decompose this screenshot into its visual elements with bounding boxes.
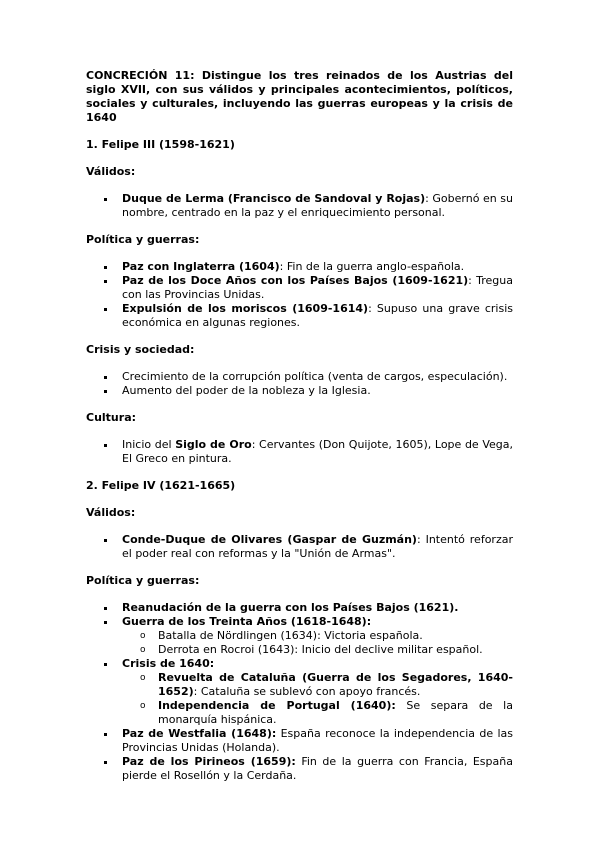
subheading-politica: Política y guerras: (86, 574, 200, 587)
list-item: Guerra de los Treinta Años (1618-1648): o Batalla de Nördlingen (1634): Victoria española. o Derrota en Rocroi (1643): Inicio del declive militar español. (86, 615, 513, 657)
sublist-crisis-1640 (122, 671, 513, 727)
subheading-crisis: Crisis y sociedad: (86, 343, 195, 356)
list-item: Inicio del Siglo de Oro: Cervantes (Don Quijote, 1605), Lope de Vega, El Greco en pintura. (86, 438, 513, 466)
list-politica-felipe-iv (86, 601, 513, 783)
list-item: Conde-Duque de Olivares (Gaspar de Guzmán): Intentó reforzar el poder real con reformas y la "Unión de Armas". (86, 533, 513, 561)
subheading-politica: Política y guerras: (86, 233, 200, 246)
list-item: Crecimiento de la corrupción política (venta de cargos, especulación). (86, 370, 513, 384)
list-item: Paz de Westfalia (1648): España reconoce la independencia de las Provincias Unidas (Holanda). (86, 727, 513, 755)
list-politica-felipe-iii (86, 260, 513, 330)
subheading-cultura: Cultura: (86, 411, 137, 424)
sublist-treinta-anos (122, 629, 513, 657)
list-validos-felipe-iv (86, 533, 513, 561)
document-title: CONCRECIÓN 11: Distingue los tres reinados de los Austrias del siglo XVII, con sus válidos y principales acontecimientos, políticos, sociales y culturales, incluyendo las guerras europeas y la crisis de 1640 (86, 69, 513, 124)
section-heading-felipe-iv: 2. Felipe IV (1621-1665) (86, 479, 236, 492)
list-item: Expulsión de los moriscos (1609-1614): Supuso una grave crisis económica en algunas regiones. (86, 302, 513, 330)
list-validos-felipe-iii (86, 192, 513, 220)
subheading-validos: Válidos: (86, 165, 136, 178)
list-crisis-felipe-iii (86, 370, 513, 398)
sublist-item: o Revuelta de Cataluña (Guerra de los Segadores, 1640-1652): Cataluña se sublevó con apoyo francés. (122, 671, 513, 699)
list-item: Reanudación de la guerra con los Países Bajos (1621). (86, 601, 513, 615)
sublist-item: o Independencia de Portugal (1640): Se separa de la monarquía hispánica. (122, 699, 513, 727)
list-item: Paz de los Doce Años con los Países Bajos (1609-1621): Tregua con las Provincias Unidas. (86, 274, 513, 302)
list-item: Paz de los Pirineos (1659): Fin de la guerra con Francia, España pierde el Rosellón y la Cerdaña. (86, 755, 513, 783)
list-item: Paz con Inglaterra (1604): Fin de la guerra anglo-española. (86, 260, 513, 274)
list-item: Aumento del poder de la nobleza y la Iglesia. (86, 384, 513, 398)
sublist-item: o Batalla de Nördlingen (1634): Victoria española. (122, 629, 513, 643)
subheading-validos: Válidos: (86, 506, 136, 519)
sublist-item: o Derrota en Rocroi (1643): Inicio del declive militar español. (122, 643, 513, 657)
list-cultura-felipe-iii (86, 438, 513, 466)
list-item: Duque de Lerma (Francisco de Sandoval y Rojas): Gobernó en su nombre, centrado en la paz y el enriquecimiento personal. (86, 192, 513, 220)
list-item: Crisis de 1640: o Revuelta de Cataluña (Guerra de los Segadores, 1640-1652): Cataluña se sublevó con apoyo francés. o Independencia de Portugal (1640): Se separa de la monarquía hispánica. (86, 657, 513, 727)
section-heading-felipe-iii: 1. Felipe III (1598-1621) (86, 138, 235, 151)
